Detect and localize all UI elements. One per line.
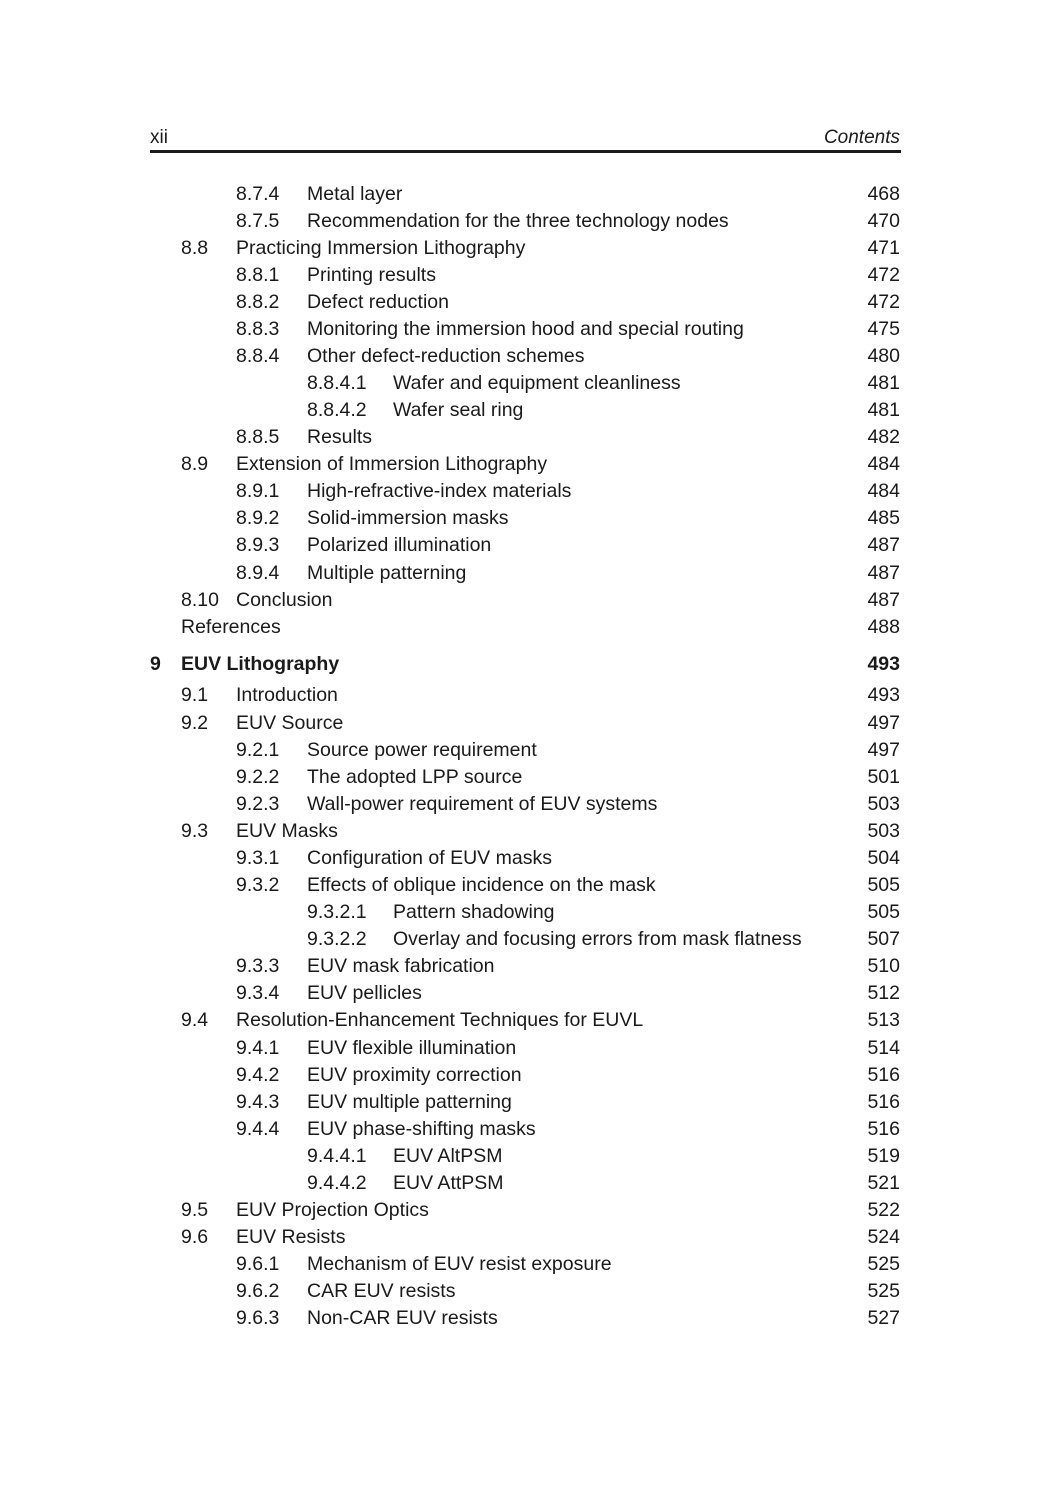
toc-entry[interactable] — [0, 235, 1050, 262]
toc-entry-number: 9.6.1 — [236, 1253, 280, 1275]
toc-entry-title: EUV Resists — [236, 1226, 346, 1248]
toc-entry-page: 497 — [867, 712, 900, 734]
toc-entry-title: Metal layer — [307, 183, 403, 205]
toc-entry-number: 8.8.4.1 — [307, 372, 367, 394]
toc-entry-page: 505 — [867, 874, 900, 896]
toc-entry-page: 513 — [867, 1009, 900, 1031]
toc-entry-page: 493 — [867, 653, 900, 675]
toc-entry-number: 9.2.1 — [236, 739, 280, 761]
toc-entry[interactable] — [0, 737, 1050, 764]
toc-entry-page: 525 — [867, 1280, 900, 1302]
toc-entry-number: 9.6 — [181, 1226, 209, 1248]
toc-entry-number: 8.9.2 — [236, 507, 280, 529]
toc-entry-title: EUV Source — [236, 712, 344, 734]
toc-entry[interactable] — [0, 1035, 1050, 1062]
toc-entry-number: 8.8.2 — [236, 291, 280, 313]
toc-entry-title: Wafer seal ring — [393, 399, 524, 421]
toc-entry-page: 475 — [867, 318, 900, 340]
toc-entry-number: 9.4.3 — [236, 1091, 280, 1113]
toc-entry[interactable] — [0, 532, 1050, 559]
toc-entry-number: 9.6.3 — [236, 1307, 280, 1329]
toc-entry-number: 9.3 — [181, 820, 209, 842]
toc-entry-number: 9.4.2 — [236, 1064, 280, 1086]
toc-entry-page: 472 — [867, 264, 900, 286]
toc-entry-page: 471 — [867, 237, 900, 259]
toc-entry-page: 487 — [867, 534, 900, 556]
toc-entry-number: 8.8.4 — [236, 345, 280, 367]
toc-entry-title: Multiple patterning — [307, 562, 467, 584]
toc-entry-number: 8.8.4.2 — [307, 399, 367, 421]
toc-entry-number: 8.9 — [181, 453, 209, 475]
toc-entry-number: 9.2.2 — [236, 766, 280, 788]
toc-entry-page: 481 — [867, 399, 900, 421]
toc-entry-title: High-refractive-index materials — [307, 480, 572, 502]
toc-entry[interactable] — [0, 181, 1050, 208]
toc-entry-page: 470 — [867, 210, 900, 232]
toc-entry-page: 524 — [867, 1226, 900, 1248]
toc-entry-title: Other defect-reduction schemes — [307, 345, 585, 367]
toc-entry-title: Extension of Immersion Lithography — [236, 453, 548, 475]
toc-entry-page: 503 — [867, 820, 900, 842]
toc-entry-title: EUV mask fabrication — [307, 955, 495, 977]
toc-entry[interactable] — [0, 764, 1050, 791]
toc-entry-page: 522 — [867, 1199, 900, 1221]
toc-entry-title: Printing results — [307, 264, 436, 286]
toc-entry-number: 8.8 — [181, 237, 209, 259]
toc-entry[interactable] — [0, 980, 1050, 1007]
toc-entry-page: 488 — [867, 616, 900, 638]
toc-entry-number: 9.1 — [181, 684, 209, 706]
toc-entry-title: EUV AltPSM — [393, 1145, 503, 1167]
toc-entry-page: 497 — [867, 739, 900, 761]
toc-entry[interactable] — [0, 682, 1050, 709]
toc-entry-title: Resolution-Enhancement Techniques for EUVL — [236, 1009, 644, 1031]
toc-entry[interactable] — [0, 1116, 1050, 1143]
toc-entry-title: Non-CAR EUV resists — [307, 1307, 498, 1329]
toc-entry-title: EUV pellicles — [307, 982, 422, 1004]
toc-entry-title: Defect reduction — [307, 291, 449, 313]
toc-entry-title: Solid-immersion masks — [307, 507, 509, 529]
toc-entry[interactable] — [0, 560, 1050, 587]
toc-entry-title: Mechanism of EUV resist exposure — [307, 1253, 612, 1275]
toc-entry-title: Source power requirement — [307, 739, 537, 761]
toc-entry-page: 504 — [867, 847, 900, 869]
toc-entry-number: 9.3.2.1 — [307, 901, 367, 923]
toc-entry[interactable] — [0, 397, 1050, 424]
toc-entry-number: 9.4 — [181, 1009, 209, 1031]
toc-entry-title: EUV Lithography — [181, 653, 340, 675]
toc-entry[interactable] — [0, 926, 1050, 953]
toc-entry[interactable] — [0, 289, 1050, 316]
toc-entry-number: 8.10 — [181, 589, 219, 611]
toc-entry-page: 503 — [867, 793, 900, 815]
toc-entry-page: 484 — [867, 480, 900, 502]
toc-entry-number: 9.4.4.1 — [307, 1145, 367, 1167]
toc-entry-number: 9.4.1 — [236, 1037, 280, 1059]
toc-entry-number: 9 — [150, 653, 161, 675]
toc-entry[interactable] — [0, 614, 1050, 641]
toc-entry-page: 472 — [867, 291, 900, 313]
toc-entry-page: 512 — [867, 982, 900, 1004]
toc-entry[interactable] — [0, 710, 1050, 737]
toc-entry[interactable] — [0, 262, 1050, 289]
toc-entry-page: 521 — [867, 1172, 900, 1194]
toc-entry-number: 9.4.4.2 — [307, 1172, 367, 1194]
toc-entry[interactable] — [0, 208, 1050, 235]
toc-entry-page: 514 — [867, 1037, 900, 1059]
toc-entry-title: Pattern shadowing — [393, 901, 555, 923]
toc-entry-number: 9.4.4 — [236, 1118, 280, 1140]
toc-entry-page: 527 — [867, 1307, 900, 1329]
toc-entry[interactable] — [0, 424, 1050, 451]
toc-entry-title: EUV Projection Optics — [236, 1199, 429, 1221]
toc-entry-title: Practicing Immersion Lithography — [236, 237, 526, 259]
toc-entry-title: Overlay and focusing errors from mask flatness — [393, 928, 802, 950]
toc-entry[interactable] — [0, 1278, 1050, 1305]
toc-entry-title: EUV AttPSM — [393, 1172, 504, 1194]
toc-entry-title: CAR EUV resists — [307, 1280, 456, 1302]
toc-entry[interactable] — [0, 316, 1050, 343]
toc-entry-number: 8.8.1 — [236, 264, 280, 286]
toc-entry-number: 9.3.2 — [236, 874, 280, 896]
toc-entry-number: 8.9.3 — [236, 534, 280, 556]
toc-entry[interactable] — [0, 1305, 1050, 1332]
toc-entry-number: 8.8.5 — [236, 426, 280, 448]
toc-entry-page: 487 — [867, 562, 900, 584]
toc-entry[interactable] — [0, 899, 1050, 926]
toc-entry-page: 501 — [867, 766, 900, 788]
page-number: xii — [150, 127, 168, 148]
toc-entry-title: Recommendation for the three technology nodes — [307, 210, 729, 232]
toc-entry-page: 482 — [867, 426, 900, 448]
toc-entry-title: Wall-power requirement of EUV systems — [307, 793, 658, 815]
toc-entry-page: 481 — [867, 372, 900, 394]
toc-entry[interactable] — [0, 343, 1050, 370]
toc-entry[interactable] — [0, 370, 1050, 397]
toc-entry-page: 480 — [867, 345, 900, 367]
toc-entry[interactable] — [0, 1251, 1050, 1278]
toc-entry-page: 485 — [867, 507, 900, 529]
toc-entry[interactable] — [0, 505, 1050, 532]
toc-entry[interactable] — [0, 1089, 1050, 1116]
toc-entry-number: 9.2 — [181, 712, 209, 734]
toc-entry-page: 516 — [867, 1064, 900, 1086]
toc-entry-number: 8.9.4 — [236, 562, 280, 584]
toc-entry[interactable] — [0, 1224, 1050, 1251]
toc-entry-title: Results — [307, 426, 373, 448]
toc-entry[interactable] — [0, 451, 1050, 478]
toc-entry-page: 468 — [867, 183, 900, 205]
toc-entry-title: Polarized illumination — [307, 534, 492, 556]
toc-entry[interactable] — [0, 818, 1050, 845]
toc-entry[interactable] — [0, 478, 1050, 505]
toc-entry-number: 9.3.3 — [236, 955, 280, 977]
toc-entry[interactable] — [0, 872, 1050, 899]
toc-entry[interactable] — [0, 845, 1050, 872]
toc-entry-title: EUV flexible illumination — [307, 1037, 517, 1059]
toc-entry-number: 9.5 — [181, 1199, 209, 1221]
toc-entry[interactable] — [0, 1062, 1050, 1089]
toc-entry-title: References — [181, 616, 281, 638]
toc-entry-title: EUV proximity correction — [307, 1064, 522, 1086]
toc-entry-number: 9.6.2 — [236, 1280, 280, 1302]
toc-entry-number: 9.3.2.2 — [307, 928, 367, 950]
toc-entry-page: 525 — [867, 1253, 900, 1275]
toc-entry[interactable] — [0, 1197, 1050, 1224]
running-title: Contents — [823, 127, 900, 148]
toc-entry-title: EUV Masks — [236, 820, 338, 842]
toc-entry[interactable] — [0, 1007, 1050, 1034]
toc-entry[interactable] — [0, 953, 1050, 980]
toc-entry-page: 493 — [867, 684, 900, 706]
toc-entry-number: 8.8.3 — [236, 318, 280, 340]
toc-entry-page: 484 — [867, 453, 900, 475]
toc-chapter-entry[interactable] — [0, 651, 1050, 678]
toc-entry-title: EUV phase-shifting masks — [307, 1118, 536, 1140]
toc-entry-page: 487 — [867, 589, 900, 611]
toc-entry[interactable] — [0, 1170, 1050, 1197]
toc-entry-title: Configuration of EUV masks — [307, 847, 552, 869]
toc-entry-title: The adopted LPP source — [307, 766, 523, 788]
toc-entry-number: 9.2.3 — [236, 793, 280, 815]
toc-entry-title: Effects of oblique incidence on the mask — [307, 874, 656, 896]
toc-entry[interactable] — [0, 1143, 1050, 1170]
toc-entry-title: Monitoring the immersion hood and special routing — [307, 318, 744, 340]
toc-entry[interactable] — [0, 791, 1050, 818]
toc-entry[interactable] — [0, 587, 1050, 614]
toc-entry-number: 8.9.1 — [236, 480, 280, 502]
toc-entry-title: EUV multiple patterning — [307, 1091, 512, 1113]
toc-entry-page: 507 — [867, 928, 900, 950]
toc-entry-title: Introduction — [236, 684, 338, 706]
toc-entry-page: 519 — [867, 1145, 900, 1167]
toc-entry-number: 8.7.4 — [236, 183, 280, 205]
toc-entry-number: 9.3.1 — [236, 847, 280, 869]
toc-entry-page: 510 — [867, 955, 900, 977]
toc-entry-page: 505 — [867, 901, 900, 923]
toc-entry-number: 8.7.5 — [236, 210, 280, 232]
toc-entry-page: 516 — [867, 1091, 900, 1113]
toc-entry-title: Conclusion — [236, 589, 333, 611]
toc-entry-number: 9.3.4 — [236, 982, 280, 1004]
toc-entry-title: Wafer and equipment cleanliness — [393, 372, 681, 394]
toc-entry-page: 516 — [867, 1118, 900, 1140]
